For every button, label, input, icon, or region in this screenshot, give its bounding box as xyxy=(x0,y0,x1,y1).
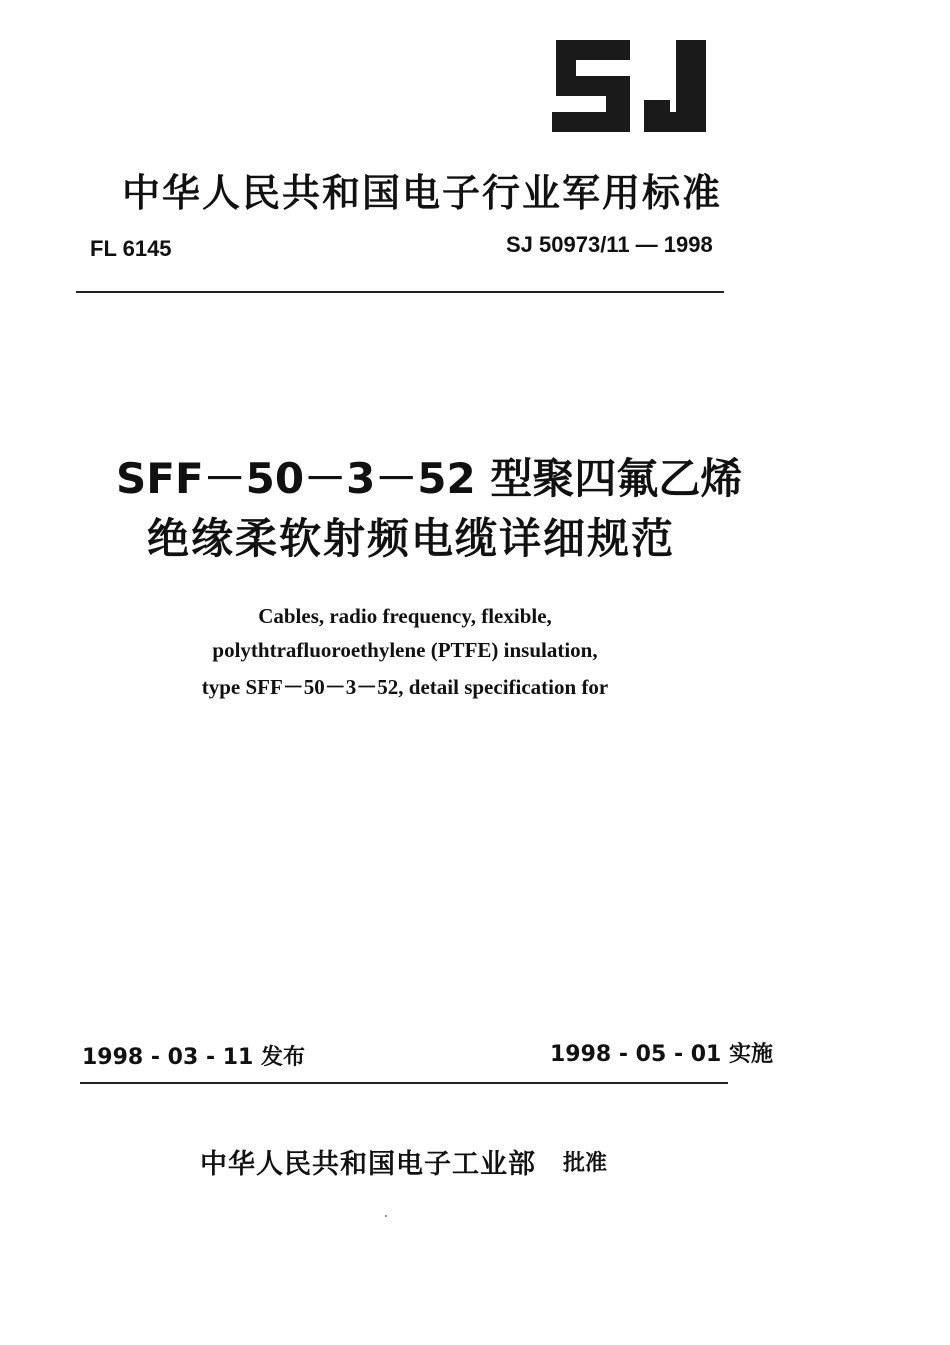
chinese-title-line-1: SFF－50－3－52 型聚四氟乙烯 xyxy=(116,454,743,503)
english-title-line-1: Cables, radio frequency, flexible, xyxy=(258,604,552,628)
standard-name: 中华人民共和国电子行业军用标准 xyxy=(122,171,723,215)
fl-classification-code: FL 6145 xyxy=(90,236,172,261)
english-title-line-2: polythtrafluoroethylene (PTFE) insulation, xyxy=(212,638,598,662)
header-divider xyxy=(76,291,724,293)
chinese-title-line-2: 绝缘柔软射频电缆详细规范 xyxy=(147,514,676,563)
issuing-ministry: 中华人民共和国电子工业部 xyxy=(200,1149,536,1180)
logo-letter-j xyxy=(644,40,706,132)
footer-divider xyxy=(80,1082,728,1084)
implementation-date: 1998 - 05 - 01 实施 xyxy=(550,1042,774,1067)
english-title-line-3: type SFF－50－3－52, detail specification for xyxy=(201,675,609,699)
issue-date: 1998 - 03 - 11 发布 xyxy=(82,1045,306,1070)
scan-speck xyxy=(385,1215,387,1217)
standard-number: SJ 50973/11 — 1998 xyxy=(506,232,713,257)
sj-logo xyxy=(548,40,710,132)
approval-label: 批准 xyxy=(563,1151,608,1176)
logo-letter-s xyxy=(552,40,630,132)
